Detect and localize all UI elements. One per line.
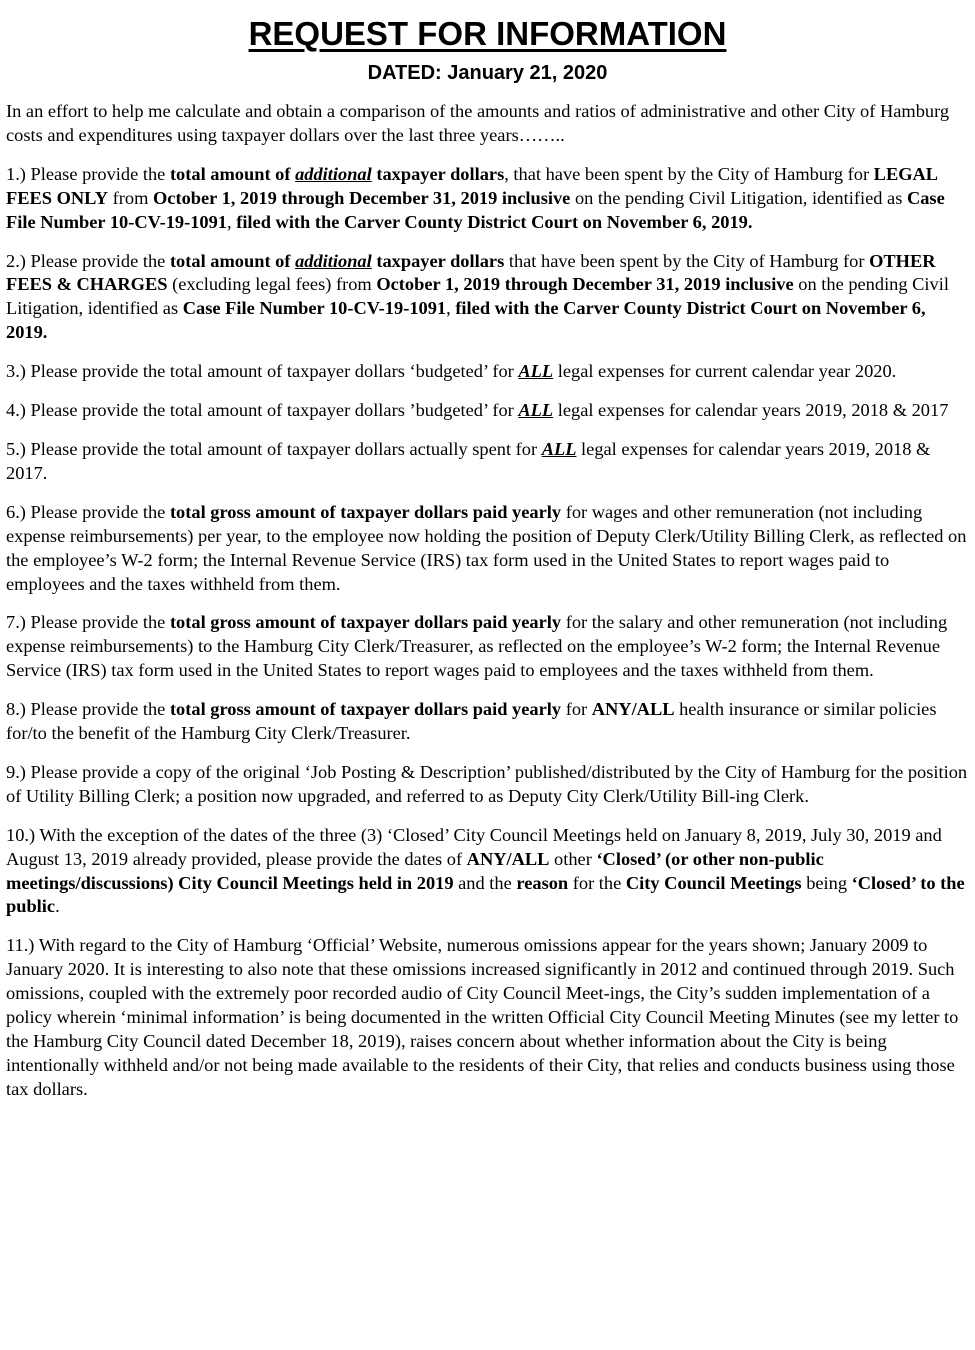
request-item-8: 8.) Please provide the total gross amount of taxpayer dollars paid yearly for ANY/ALL health insurance or similar policies for/to the benefit of the Hamburg City Clerk/Treasurer. bbox=[6, 699, 937, 744]
intro-paragraph: In an effort to help me calculate and obtain a comparison of the amounts and ratios of administrative and other City of Hamburg costs and expenditures using taxpayer dollars over the last three years…….. bbox=[6, 101, 950, 145]
request-item-5: 5.) Please provide the total amount of taxpayer dollars actually spent for ALL legal expenses for calendar years 2019, 2018 & 2017. bbox=[6, 438, 931, 483]
request-item-3: 3.) Please provide the total amount of taxpayer dollars ‘budgeted’ for ALL legal expenses for current calendar year 2020. bbox=[6, 361, 897, 382]
document-title: REQUEST FOR INFORMATION bbox=[248, 15, 727, 52]
request-item-1: 1.) Please provide the total amount of additional taxpayer dollars, that have been spent by the City of Hamburg for LEGAL FEES ONLY from October 1, 2019 through December 31, 2019 inclusive on the pending Civil Litigation, identified as Case File Number 10-CV-19-1091, filed with the Carver County District Court on November 6, 2019. bbox=[6, 163, 945, 232]
request-item-9: 9.) Please provide a copy of the original ‘Job Posting & Description’ published/distributed by the City of Hamburg for the position of Utility Billing Clerk; a position now upgraded, and referred to as Deputy City Clerk/Utility Bill-ing Clerk. bbox=[6, 761, 968, 806]
document-date: DATED: January 21, 2020 bbox=[367, 62, 608, 84]
request-item-4: 4.) Please provide the total amount of taxpayer dollars ’budgeted’ for ALL legal expenses for calendar years 2019, 2018 & 2017 bbox=[6, 400, 949, 421]
request-item-2: 2.) Please provide the total amount of additional taxpayer dollars that have been spent by the City of Hamburg for OTHER FEES & CHARGES (excluding legal fees) from October 1, 2019 through December 31, 2019 inclusive on the pending Civil Litigation, identified as Case File Number 10-CV-19-1091, filed with the Carver County District Court on November 6, 2019. bbox=[6, 250, 949, 343]
request-item-7: 7.) Please provide the total gross amount of taxpayer dollars paid yearly for the salary and other remuneration (not including expense reimbursements) to the Hamburg City Clerk/Treasurer, as reflected on the employee’s W-2 form; the Internal Revenue Service (IRS) tax form used in the United States to report wages paid to employees and the taxes withheld from them. bbox=[6, 612, 948, 681]
request-item-11: 11.) With regard to the City of Hamburg ‘Official’ Website, numerous omissions appear for the years shown; January 2009 to January 2020. It is interesting to also note that these omissions increased significantly in 2012 and continued through 2019. Such omissions, coupled with the extremely poor recorded audio of City Council Meet-ings, the City’s sudden implementation of a policy wherein ‘minimal information’ is being documented in the written Official City Council Meeting Minutes (see my letter to the Hamburg City Council dated December 18, 2019), raises concern about whether information about the City is being intentionally withheld and/or not being made available to the residents of their City, that relies and conducts business using those tax dollars. bbox=[6, 935, 959, 1099]
request-item-10: 10.) With the exception of the dates of the three (3) ‘Closed’ City Council Meetings held on January 8, 2019, July 30, 2019 and August 13, 2019 already provided, please provide the dates of ANY/ALL other ‘Closed’ (or other non-public meetings/discussions) City Council Meetings held in 2019 and the reason for the City Council Meetings being ‘Closed’ to the public. bbox=[6, 824, 965, 917]
request-item-6: 6.) Please provide the total gross amount of taxpayer dollars paid yearly for wages and other remuneration (not including expense reimbursements) per year, to the employee now holding the position of Deputy Clerk/Utility Billing Clerk, as reflected on the employee’s W-2 form; the Internal Revenue Service (IRS) tax form used in the United States to report wages paid to employees and the taxes withheld from them. bbox=[6, 501, 967, 594]
